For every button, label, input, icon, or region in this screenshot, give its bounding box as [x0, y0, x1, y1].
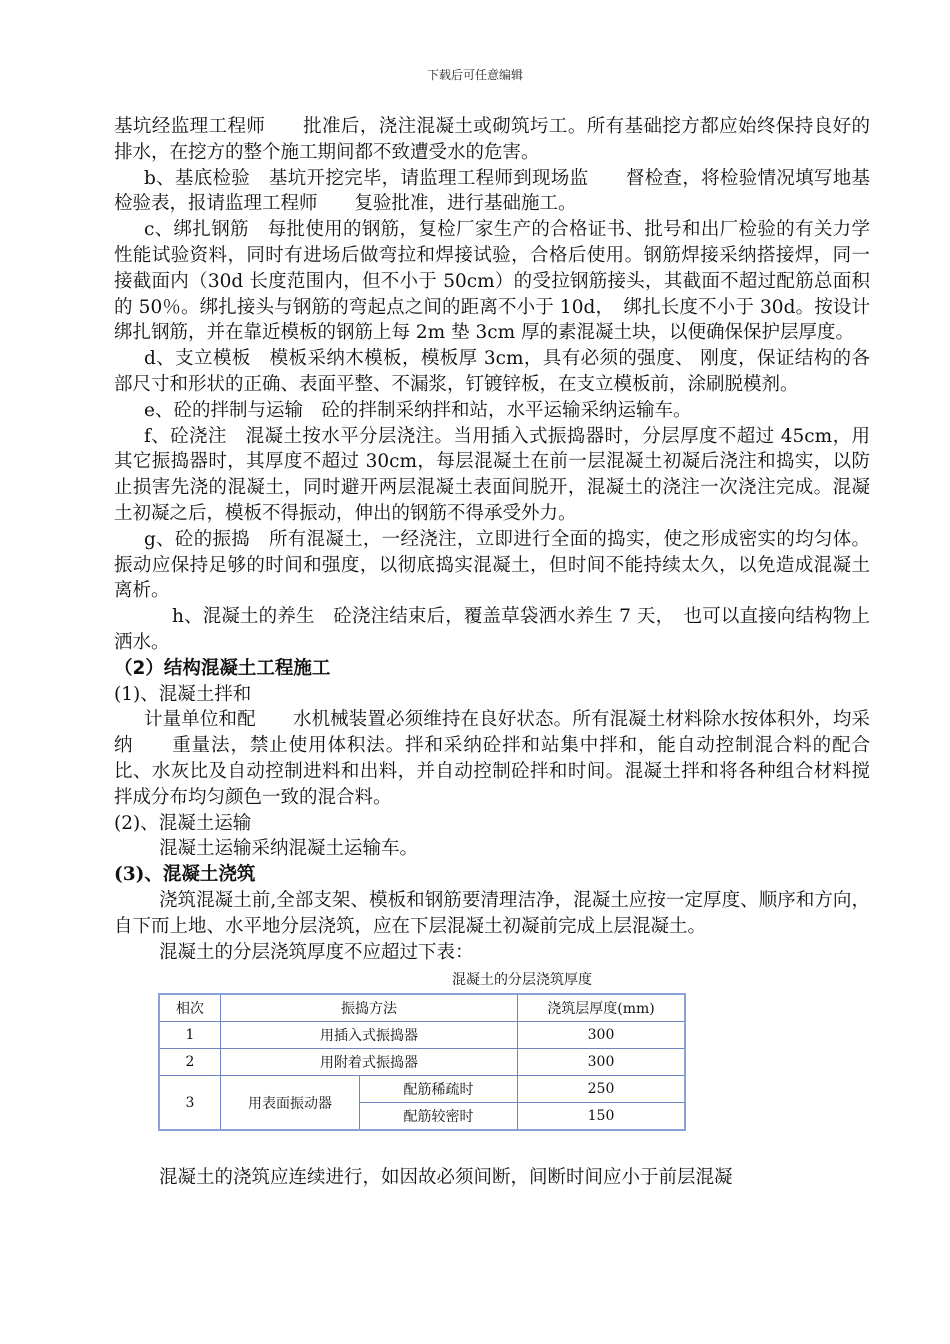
table-row: [159, 1049, 685, 1076]
paragraph-e: e、砼的拌制与运输 砼的拌制采纳拌和站，水平运输采纳运输车。: [144, 399, 692, 421]
paragraph-f: f、砼浇注 混凝土按水平分层浇注。当用插入式振捣器时，分层厚度不超过 45cm，用其它振捣器时，其厚度不超过 30cm，每层混凝土在前一层混凝土初凝后浇注和捣实，以防止损害先浇的混凝土，同时避开两层混凝土表面间脱开，混凝土的浇注一次浇注完成。混凝土初凝之后，模板不得振动，伸出的钢筋不得承受外力。: [114, 425, 870, 524]
subsection-heading-mixing: (1)、混凝土拌和: [114, 683, 252, 705]
cell-order: 2: [159, 1049, 221, 1076]
cell-sub-method: 配筋较密时: [360, 1103, 518, 1131]
header-cell-order: 相次: [159, 994, 221, 1022]
paragraph-b: b、基底检验 基坑开挖完毕，请监理工程师到现场监 督检查，将检验情况填写地基检验表，报请监理工程师 复验批准，进行基础施工。: [114, 167, 870, 215]
cell-order: 3: [159, 1076, 221, 1131]
cell-method: 用表面振动器: [221, 1076, 360, 1131]
table-row: [159, 1076, 685, 1103]
paragraph-table-intro: 混凝土的分层浇筑厚度不应超过下表：: [159, 941, 474, 963]
paragraph-pouring: 浇筑混凝土前,全部支架、模板和钢筋要清理洁净，混凝土应按一定厚度、顺序和方向，自下而上地、水平地分层浇筑，应在下层混凝土初凝前完成上层混凝土。: [114, 889, 870, 937]
table-row: [159, 1022, 685, 1049]
cell-order: 1: [159, 1022, 221, 1049]
cell-thickness: 300: [518, 1049, 686, 1076]
subsection-heading-transport: (2)、混凝土运输: [114, 812, 252, 834]
paragraph-transport: 混凝土运输采纳混凝土运输车。: [159, 838, 419, 860]
paragraph-continuous-pouring: 混凝土的浇筑应连续进行，如因故必须间断，间断时间应小于前层混凝: [159, 1167, 733, 1189]
cell-method: 用附着式振捣器: [221, 1049, 518, 1076]
document-body: [114, 114, 870, 1191]
table-header-row: [159, 994, 685, 1022]
header-cell-method: 振捣方法: [221, 994, 518, 1022]
table-caption: 混凝土的分层浇筑厚度: [452, 972, 592, 989]
paragraph-mixing: 计量单位和配 水机械装置必须维持在良好状态。所有混凝土材料除水按体积外，均采纳 重量法，禁止使用体积法。拌和采纳砼拌和站集中拌和，能自动控制混合料的配合比、水灰比及自动控制进料和出料，并自动控制砼拌和时间。混凝土拌和将各种组合材料搅拌成分布均匀颜色一致的混合料。: [114, 709, 870, 808]
cell-thickness: 150: [518, 1103, 686, 1131]
cell-sub-method: 配筋稀疏时: [360, 1076, 518, 1103]
paragraph-c: c、绑扎钢筋 每批使用的钢筋，复检厂家生产的合格证书、批号和出厂检验的有关力学性能试验资料，同时有进场后做弯拉和焊接试验，合格后使用。钢筋焊接采纳搭接焊，同一接截面内（30d 长度范围内，但不小于 50cm）的受拉钢筋接头，其截面不超过配筋总面积的 50％。绑扎接头与钢筋的弯起点之间的距离不小于 10d， 绑扎长度不小于 30d。按设计绑扎钢筋，并在靠近模板的钢筋上每 2m 垫 3cm 厚的素混凝土块，以便确保保护层厚度。: [114, 219, 870, 344]
section-heading: （2）结构混凝土工程施工: [114, 657, 331, 679]
paragraph-g: g、砼的振捣 所有混凝土，一经浇注，立即进行全面的捣实，使之形成密实的均匀体。振动应保持足够的时间和强度，以彻底捣实混凝土，但时间不能持续太久，以免造成混凝土离析。: [114, 528, 870, 602]
paragraph: 基坑经监理工程师 批准后，浇注混凝土或砌筑圬工。所有基础挖方都应始终保持良好的排水，在挖方的整个施工期间都不致遭受水的危害。: [114, 116, 870, 163]
paragraph-d: d、支立模板 模板采纳木模板，模板厚 3cm，具有必须的强度、 刚度，保证结构的各部尺寸和形状的正确、表面平整、不漏浆，钉镀锌板，在支立模板前，涂刷脱模剂。: [114, 348, 870, 395]
cell-thickness: 300: [518, 1022, 686, 1049]
subsection-heading-pouring: (3)、混凝土浇筑: [114, 864, 256, 886]
cell-thickness: 250: [518, 1076, 686, 1103]
cell-method: 用插入式振捣器: [221, 1022, 518, 1049]
paragraph-h: h、混凝土的养生 砼浇注结束后，覆盖草袋洒水养生 7 天， 也可以直接向结构物上洒水。: [114, 606, 870, 653]
header-cell-thickness: 浇筑层厚度(mm): [518, 994, 686, 1022]
thickness-table: [158, 993, 686, 1131]
page-header: 下载后可任意编辑: [426, 68, 523, 82]
